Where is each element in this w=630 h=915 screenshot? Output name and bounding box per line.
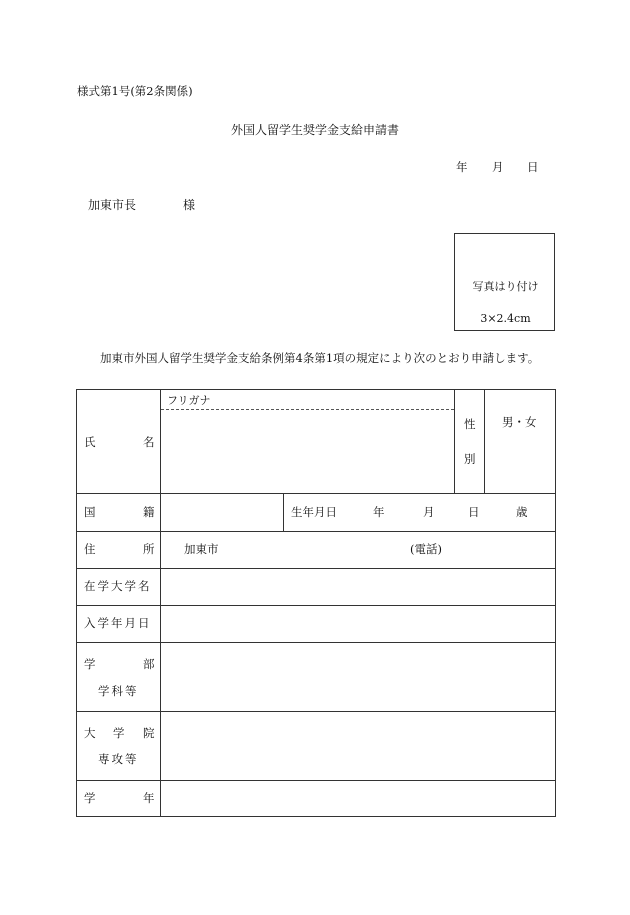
name-label-2: 名 <box>143 435 155 449</box>
table-sex-divider-right <box>484 389 485 493</box>
address-phone-label: (電話) <box>410 542 442 556</box>
table-row-line <box>76 642 556 643</box>
nationality-label-2: 籍 <box>143 505 155 519</box>
grade-label-1: 学 <box>84 791 96 805</box>
graduate-label-2: 専攻等 <box>98 752 139 766</box>
graduate-label-1a: 大 <box>84 726 96 740</box>
form-number: 様式第1号(第2条関係) <box>77 84 193 98</box>
table-row-line <box>76 816 556 817</box>
table-row-line <box>76 605 556 606</box>
university-label: 在学大学名 <box>84 579 152 593</box>
photo-label: 写真はり付け <box>472 280 539 293</box>
graduate-label-1c: 院 <box>143 726 155 740</box>
faculty-label-2: 学科等 <box>98 684 139 698</box>
date-month-label: 月 <box>492 160 504 174</box>
faculty-label-1b: 部 <box>143 657 155 671</box>
addressee-honorific: 様 <box>183 198 196 212</box>
table-row-line <box>76 568 556 569</box>
addressee: 加東市長 <box>88 198 137 212</box>
sex-options: 男・女 <box>502 415 537 429</box>
furigana-label: フリガナ <box>167 394 211 407</box>
table-row-line <box>76 780 556 781</box>
table-row-line <box>76 531 556 532</box>
faculty-label-1a: 学 <box>84 657 96 671</box>
birth-day-label: 日 <box>468 505 480 519</box>
form-title: 外国人留学生奨学金支給申請書 <box>230 123 399 137</box>
address-label-1: 住 <box>84 542 96 556</box>
birth-year-label: 年 <box>373 505 385 519</box>
age-label: 歳 <box>516 505 528 519</box>
table-row-line <box>76 389 556 390</box>
photo-box <box>454 233 555 331</box>
table-row-line <box>76 493 556 494</box>
table-sex-divider-left <box>454 389 455 493</box>
graduate-label-1b: 学 <box>113 726 125 740</box>
intro-text: 加東市外国人留学生奨学金支給条例第4条第1項の規定により次のとおり申請します。 <box>100 351 540 365</box>
date-year-label: 年 <box>456 160 468 174</box>
date-day-label: 日 <box>527 160 539 174</box>
name-label-1: 氏 <box>84 435 96 449</box>
address-city: 加東市 <box>184 542 219 556</box>
sex-label-1: 性 <box>464 417 476 431</box>
table-birth-divider <box>283 493 284 531</box>
sex-label-2: 別 <box>464 452 476 466</box>
nationality-label-1: 国 <box>84 505 96 519</box>
grade-label-2: 年 <box>143 791 155 805</box>
furigana-divider <box>161 409 454 410</box>
birth-month-label: 月 <box>423 505 435 519</box>
birth-date-label: 生年月日 <box>291 505 337 519</box>
photo-size: 3×2.4cm <box>480 312 531 325</box>
table-label-column-divider <box>160 389 161 816</box>
table-row-line <box>76 711 556 712</box>
enrollment-label: 入学年月日 <box>84 616 152 630</box>
address-label-2: 所 <box>143 542 155 556</box>
table-border-right <box>555 389 556 816</box>
table-border-left <box>76 389 77 816</box>
